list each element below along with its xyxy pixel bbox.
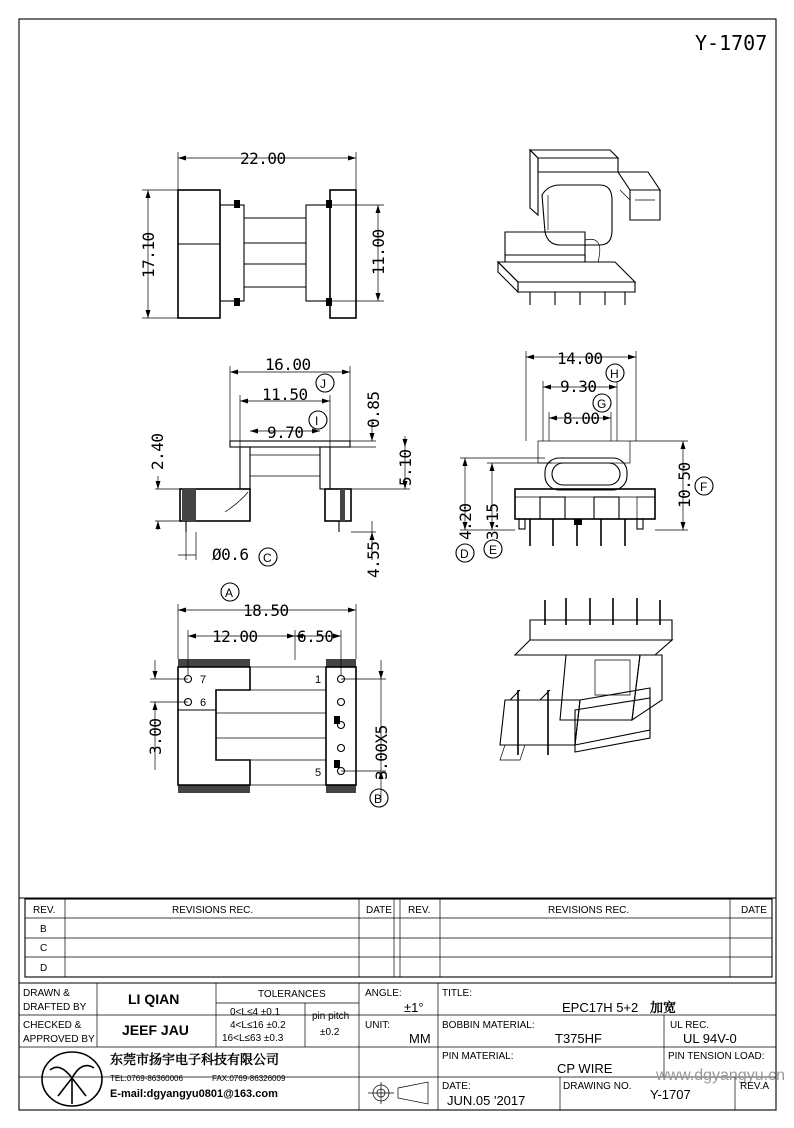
- dim-1050: 10.50: [675, 462, 694, 508]
- drawing-no-value: Y-1707: [650, 1087, 691, 1102]
- pin-1: 1: [315, 674, 322, 686]
- company-logo: [42, 1052, 102, 1106]
- tol-2: 4<L≤16 ±0.2: [230, 1020, 286, 1031]
- pin-material-label: PIN MATERIAL:: [442, 1051, 514, 1062]
- drawing-number-top: Y-1707: [695, 31, 768, 55]
- bobbin-label: BOBBIN MATERIAL:: [442, 1020, 535, 1031]
- iso-view-bottom: [500, 598, 672, 760]
- dim-3x5: 3.00X5: [372, 725, 391, 780]
- bottom-view: [146, 601, 391, 800]
- top-view: [139, 149, 388, 318]
- title-value: EPC17H 5+2: [562, 1000, 639, 1015]
- company-email: E-mail:dgyangyu0801@163.com: [110, 1088, 278, 1100]
- callout-h: H: [610, 367, 619, 381]
- date-label: DATE:: [442, 1081, 471, 1092]
- dim-315: 3.15: [483, 503, 502, 540]
- dim-14: 14.00: [557, 349, 603, 368]
- angle-value: ±1°: [404, 1000, 424, 1015]
- ul-label: UL REC.: [670, 1020, 710, 1031]
- company-name-cn: 东莞市扬宇电子科技有限公司: [110, 1052, 280, 1067]
- title-cn: 加宽: [650, 1000, 677, 1015]
- dim-1710: 17.10: [139, 232, 158, 278]
- side-view: [148, 355, 415, 578]
- tolerances-label: TOLERANCES: [258, 989, 326, 1000]
- rev-label-right: REV.: [408, 905, 431, 916]
- dim-16: 16.00: [265, 355, 311, 374]
- callout-a: A: [225, 586, 234, 600]
- pin-6: 6: [200, 697, 207, 709]
- drawn-label-2: DRAFTED BY: [23, 1002, 87, 1013]
- unit-value: MM: [409, 1031, 431, 1046]
- pin-5: 5: [315, 767, 322, 779]
- callout-b: B: [374, 792, 383, 806]
- rev-row-c: C: [40, 943, 48, 954]
- dim-22: 22.00: [240, 149, 286, 168]
- unit-label: UNIT:: [365, 1020, 390, 1031]
- callout-c: C: [263, 551, 272, 565]
- dim-510: 5.10: [396, 449, 415, 486]
- callout-d: D: [460, 547, 469, 561]
- checked-name: JEEF JAU: [122, 1022, 189, 1038]
- rev-row-d: D: [40, 963, 48, 974]
- dim-1850: 18.50: [243, 601, 289, 620]
- dim-12: 12.00: [212, 627, 258, 646]
- title-block: [19, 983, 785, 1110]
- date-label-right: DATE: [741, 905, 767, 916]
- revisions-label-left: REVISIONS REC.: [172, 905, 254, 916]
- dim-3: 3.00: [146, 718, 165, 755]
- projection-symbol: [368, 1082, 428, 1104]
- dim-240: 2.40: [148, 433, 167, 470]
- date-value: JUN.05 '2017: [447, 1093, 526, 1108]
- bobbin-value: T375HF: [555, 1031, 602, 1046]
- callout-g: G: [597, 397, 607, 411]
- company-tel: TEL:0769-86360006: [110, 1074, 183, 1083]
- dim-930: 9.30: [560, 377, 597, 396]
- company-fax: FAX:0769-86326009: [212, 1074, 286, 1083]
- ul-value: UL 94V-0: [683, 1031, 737, 1046]
- pin-tension-label: PIN TENSION LOAD:: [668, 1051, 765, 1062]
- callout-i: I: [315, 414, 319, 428]
- drawn-name: LI QIAN: [128, 991, 180, 1007]
- dim-11: 11.00: [369, 229, 388, 275]
- drawn-label-1: DRAWN &: [23, 988, 70, 999]
- pin-pitch-value: ±0.2: [320, 1027, 340, 1038]
- date-label-left: DATE: [366, 905, 392, 916]
- callout-j: J: [320, 377, 326, 391]
- revisions-table: [19, 898, 776, 977]
- checked-label-1: CHECKED &: [23, 1020, 82, 1031]
- angle-label: ANGLE:: [365, 988, 402, 999]
- dim-phi: Ø0.6: [212, 545, 249, 564]
- dim-455: 4.55: [364, 541, 383, 578]
- tol-1: 0<L≤4 ±0.1: [230, 1007, 281, 1018]
- dim-970: 9.70: [267, 423, 304, 442]
- revisions-label-right: REVISIONS REC.: [548, 905, 630, 916]
- dim-8: 8.00: [563, 409, 600, 428]
- dim-085: 0.85: [364, 391, 383, 428]
- checked-label-2: APPROVED BY: [23, 1034, 95, 1045]
- title-label: TITLE:: [442, 988, 473, 999]
- iso-view-top: [498, 150, 660, 305]
- rev-label-left: REV.: [33, 905, 56, 916]
- front-view: [456, 349, 694, 546]
- dim-420: 4.20: [456, 503, 475, 540]
- drawing-no-label: DRAWING NO.: [563, 1081, 632, 1092]
- tol-3: 16<L≤63 ±0.3: [222, 1033, 284, 1044]
- drawing-frame: [19, 19, 776, 1110]
- dim-650: 6.50: [297, 627, 334, 646]
- callout-e: E: [489, 543, 498, 557]
- dim-1150: 11.50: [262, 385, 308, 404]
- rev-a: REV.A: [740, 1081, 770, 1092]
- pin-pitch-label: pin pitch: [312, 1011, 350, 1022]
- rev-row-b: B: [40, 924, 47, 935]
- pin-material-value: CP WIRE: [557, 1061, 613, 1076]
- callout-f: F: [700, 480, 708, 494]
- pin-7: 7: [200, 674, 207, 686]
- watermark: www.dgyangyu.cn: [656, 1067, 785, 1084]
